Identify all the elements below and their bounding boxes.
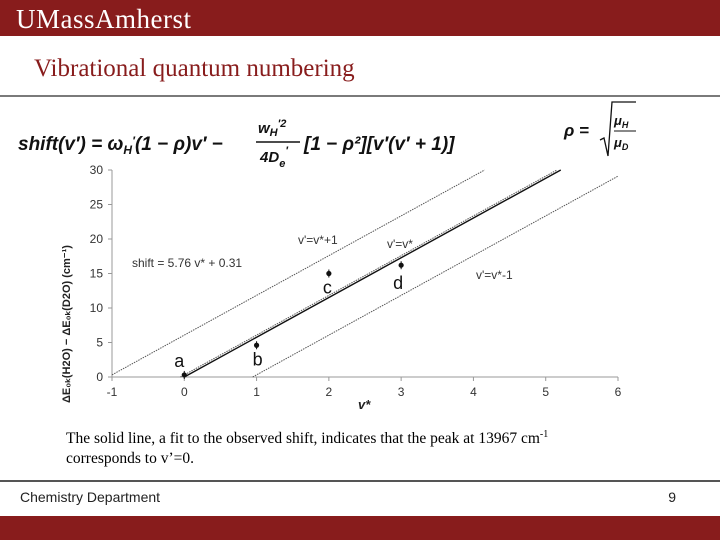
- plot-area: [61, 163, 622, 412]
- point-label: d: [393, 273, 404, 294]
- y-tick-label: 0: [96, 370, 103, 384]
- svg-text:4De′: [259, 145, 289, 170]
- fit-annotation: shift = 5.76 v* + 0.31: [132, 256, 243, 270]
- x-tick-label: 6: [614, 385, 622, 399]
- umass-logo: UMassAmherst: [16, 4, 192, 34]
- eq-omega-sup: ′: [132, 134, 135, 148]
- caption-sup: -1: [539, 429, 549, 440]
- eq-frac-num: w: [258, 120, 270, 137]
- slide-title: Vibrational quantum numbering: [34, 55, 355, 82]
- figure: [0, 98, 720, 423]
- eq-rho-num-sub: H: [621, 120, 629, 130]
- footer-divider: [0, 480, 720, 482]
- y-tick-label: 20: [89, 232, 103, 246]
- svg-text:μH: [613, 113, 629, 130]
- title-divider: [0, 95, 720, 97]
- x-axis-label: v*: [358, 397, 371, 412]
- y-ticks: [90, 163, 112, 384]
- x-tick-label: 0: [180, 385, 188, 399]
- series-line: [253, 176, 618, 377]
- line-minus-label: v'=v*-1: [476, 268, 513, 282]
- y-tick-label: 25: [89, 197, 103, 212]
- point-label: a: [174, 350, 185, 371]
- eq-rho-den-sub: D: [621, 142, 629, 152]
- x-tick-label: 3: [397, 385, 405, 399]
- footer-department: Chemistry Department: [20, 489, 161, 505]
- line-plus-label: v'=v*+1: [298, 233, 338, 247]
- eq-rho-den: μ: [614, 135, 622, 150]
- data-point: [399, 263, 404, 268]
- data-point: [326, 271, 331, 276]
- x-tick-label: 1: [253, 385, 260, 399]
- svg-text:wH′2: [258, 118, 286, 139]
- x-tick-label: 2: [325, 385, 333, 399]
- caption-part2: corresponds to v’=0.: [66, 450, 194, 468]
- eq-frac-num-sub: H: [269, 127, 278, 139]
- y-tick-label: 5: [96, 335, 103, 350]
- footer-bar: [0, 516, 720, 540]
- line-zero-label: v'=v*: [387, 237, 413, 251]
- shift-equation: [18, 102, 636, 170]
- eq-frac-den-sup: ′: [285, 145, 288, 157]
- x-tick-label: -1: [106, 385, 118, 399]
- data-point: [182, 372, 187, 377]
- point-label: c: [322, 277, 332, 298]
- y-tick-label: 30: [89, 163, 103, 177]
- y-tick-label: 15: [89, 266, 103, 281]
- caption-part1: The solid line, a fit to the observed shift, indicates that the peak at 13967 cm: [66, 430, 540, 448]
- eq-rho-label: ρ =: [564, 121, 589, 140]
- eq-middle: (1 − ρ)v′ −: [134, 134, 223, 155]
- x-tick-label: 5: [542, 385, 550, 399]
- eq-frac-den-sub: e: [279, 158, 286, 170]
- eq-frac-den: 4D: [260, 149, 280, 166]
- data-point: [254, 343, 259, 348]
- eq-lhs: shift(v′) = ω: [18, 134, 124, 155]
- svg-text:μD: [613, 135, 629, 152]
- eq-omega-sub: H: [123, 143, 133, 157]
- series-line: [112, 170, 485, 375]
- caption: [66, 425, 686, 469]
- y-axis-label: ΔE₀ₖ(H2O) − ΔE₀ₖ(D2O) (cm⁻¹): [61, 245, 73, 403]
- svg-text:shift(v′) = ωH′(1 − ρ)v′ −: [18, 134, 223, 157]
- eq-frac-num-sup: ′2: [277, 118, 287, 130]
- header-bar: [0, 0, 720, 36]
- point-label: b: [252, 349, 263, 370]
- x-ticks: [107, 377, 622, 399]
- series-lines: [112, 170, 618, 377]
- y-tick-label: 10: [89, 301, 103, 315]
- page-number: 9: [668, 489, 676, 505]
- x-tick-label: 4: [470, 385, 477, 399]
- eq-rho-num: μ: [614, 113, 622, 128]
- eq-rhs: [1 − ρ²][v′(v′ + 1)]: [304, 134, 455, 155]
